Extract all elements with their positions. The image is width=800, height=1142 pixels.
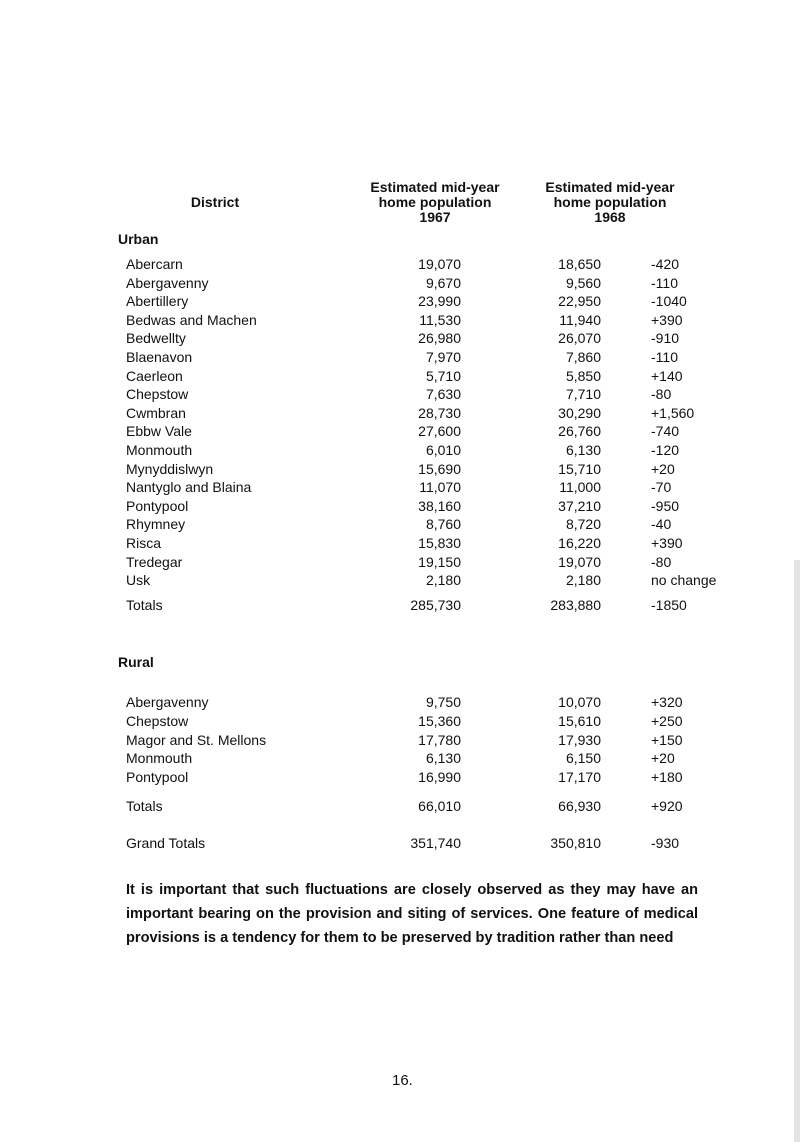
table-row — [0, 368, 800, 388]
population-1967-cell: 8,760 — [425, 516, 461, 533]
district-name-cell: Pontypool — [126, 497, 189, 514]
population-1968-cell: 5,850 — [565, 367, 601, 384]
population-change-cell: -1040 — [651, 293, 687, 310]
population-change-cell: +150 — [651, 731, 683, 748]
page-number: 16. — [392, 1072, 413, 1089]
population-1967-cell: 6,130 — [425, 750, 461, 767]
population-1967-cell: 7,630 — [425, 386, 461, 403]
population-change-cell: +1,560 — [651, 404, 695, 421]
header-1968-line-1: Estimated mid-year — [545, 179, 675, 195]
population-change-cell: -120 — [651, 442, 680, 458]
population-1968-cell: 22,950 — [558, 293, 601, 310]
table-row — [0, 572, 800, 592]
table-row — [0, 498, 800, 518]
table-row — [0, 750, 800, 770]
rural-totals-change: +920 — [651, 798, 683, 814]
district-name-cell: Caerleon — [126, 367, 183, 384]
population-1968-cell: 8,720 — [565, 516, 601, 533]
district-name-cell: Magor and St. Mellons — [126, 731, 267, 748]
population-change-cell: -110 — [651, 349, 678, 365]
population-1968-cell: 30,290 — [558, 404, 601, 421]
population-1967-cell: 6,010 — [425, 442, 461, 458]
district-name-cell: Abergavenny — [126, 274, 209, 291]
rural-section-title: Rural — [118, 654, 154, 670]
population-1967-cell: 16,990 — [418, 769, 461, 786]
district-name-cell: Pontypool — [126, 769, 189, 786]
grand-totals-1967: 351,740 — [410, 835, 461, 851]
district-name-cell: Mynyddislwyn — [126, 460, 214, 477]
population-1967-cell: 7,970 — [425, 349, 461, 365]
table-row — [0, 405, 800, 425]
table-row — [0, 349, 800, 369]
population-1967-cell: 26,980 — [418, 330, 461, 347]
table-row — [0, 312, 800, 332]
population-change-cell: -70 — [651, 479, 672, 496]
table-row — [0, 256, 800, 276]
population-change-cell: +320 — [651, 694, 683, 710]
district-name-cell: Bedwellty — [126, 330, 186, 347]
population-1967-cell: 11,530 — [419, 311, 461, 328]
population-1967-cell: 23,990 — [418, 293, 461, 310]
population-1968-cell: 17,930 — [558, 731, 601, 748]
district-name-cell: Chepstow — [126, 712, 189, 729]
population-1967-cell: 9,670 — [425, 274, 461, 291]
table-row — [0, 769, 800, 789]
rural-totals-1967: 66,010 — [418, 798, 461, 814]
table-row — [0, 713, 800, 733]
population-1967-cell: 38,160 — [418, 497, 461, 514]
population-change-cell: +20 — [651, 750, 675, 767]
population-1968-cell: 37,210 — [558, 497, 601, 514]
urban-totals-1968: 283,880 — [550, 597, 601, 613]
urban-totals-row — [0, 597, 800, 617]
population-change-cell: +180 — [651, 769, 683, 786]
population-change-cell: +390 — [651, 535, 683, 551]
header-1967-line-1: Estimated mid-year — [370, 179, 500, 195]
population-1968-cell: 19,070 — [558, 553, 601, 570]
population-1968-cell: 16,220 — [558, 535, 601, 551]
table-row — [0, 554, 800, 574]
table-row — [0, 330, 800, 350]
header-1968-line-3: 1968 — [594, 209, 626, 225]
population-1968-cell: 15,710 — [558, 460, 601, 477]
table-row — [0, 442, 800, 462]
population-change-cell: -110 — [651, 274, 678, 291]
population-1968-column-header — [520, 180, 700, 225]
district-name-cell: Usk — [126, 572, 151, 589]
population-1967-cell: 28,730 — [418, 404, 461, 421]
district-name-cell: Bedwas and Machen — [126, 311, 257, 328]
population-1967-cell: 15,690 — [418, 460, 461, 477]
table-row — [0, 516, 800, 536]
population-1967-cell: 9,750 — [425, 694, 461, 710]
urban-totals-label: Totals — [126, 597, 163, 613]
population-1967-cell: 19,070 — [418, 256, 461, 272]
district-name-cell: Cwmbran — [126, 404, 186, 421]
table-row — [0, 732, 800, 752]
population-change-cell: -950 — [651, 497, 680, 514]
table-row — [0, 479, 800, 499]
population-1968-cell: 2,180 — [565, 572, 601, 589]
table-row — [0, 694, 800, 714]
population-1968-cell: 15,610 — [558, 712, 601, 729]
district-name-cell: Monmouth — [126, 442, 193, 458]
population-change-cell: -740 — [651, 423, 680, 440]
urban-totals-change: -1850 — [651, 597, 687, 613]
population-change-cell: +390 — [651, 311, 683, 328]
population-1968-cell: 11,000 — [559, 479, 601, 496]
table-row — [0, 275, 800, 295]
population-change-cell: +250 — [651, 712, 683, 729]
district-name-cell: Abercarn — [126, 256, 183, 272]
table-row — [0, 386, 800, 406]
population-1967-cell: 19,150 — [418, 553, 461, 570]
scan-edge-shadow — [794, 560, 800, 1142]
district-column-header — [160, 195, 270, 210]
population-1967-column-header — [345, 180, 525, 225]
table-row — [0, 293, 800, 313]
rural-totals-row — [0, 798, 800, 818]
district-name-cell: Abertillery — [126, 293, 189, 310]
district-name-cell: Blaenavon — [126, 349, 193, 365]
grand-totals-1968: 350,810 — [550, 835, 601, 851]
header-1967-line-2: home population — [378, 194, 492, 210]
district-name-cell: Ebbw Vale — [126, 423, 192, 440]
urban-section-title: Urban — [118, 231, 159, 247]
population-change-cell: no change — [651, 572, 717, 589]
district-name-cell: Nantyglo and Blaina — [126, 479, 252, 496]
population-1967-cell: 5,710 — [425, 367, 461, 384]
header-1967-line-3: 1967 — [419, 209, 451, 225]
population-1968-cell: 26,760 — [558, 423, 601, 440]
rural-totals-1968: 66,930 — [558, 798, 601, 814]
population-1968-cell: 17,170 — [558, 769, 601, 786]
population-1968-cell: 26,070 — [558, 330, 601, 347]
population-1968-cell: 9,560 — [565, 274, 601, 291]
district-header-text: District — [190, 194, 240, 210]
population-1968-cell: 6,150 — [565, 750, 601, 767]
population-1968-cell: 11,940 — [559, 311, 601, 328]
population-1968-cell: 18,650 — [558, 256, 601, 272]
district-name-cell: Chepstow — [126, 386, 189, 403]
population-1968-cell: 7,710 — [565, 386, 601, 403]
population-change-cell: -40 — [651, 516, 672, 533]
population-1967-cell: 15,830 — [418, 535, 461, 551]
district-name-cell: Tredegar — [126, 553, 183, 570]
population-1968-cell: 6,130 — [565, 442, 601, 458]
population-change-cell: -910 — [651, 330, 680, 347]
rural-totals-label: Totals — [126, 798, 163, 814]
population-1968-cell: 7,860 — [565, 349, 601, 365]
body-paragraph: It is important that such fluctuations are closely observed as they may have an important bearing on the provision and siting of services. One feature of medical provisions is a tendency for them to be preserved by tradition rather than need — [126, 882, 698, 946]
population-1968-cell: 10,070 — [558, 694, 601, 710]
population-change-cell: -420 — [651, 256, 680, 272]
population-change-cell: -80 — [651, 553, 672, 570]
population-change-cell: -80 — [651, 386, 672, 403]
population-1967-cell: 2,180 — [425, 572, 461, 589]
district-name-cell: Monmouth — [126, 750, 193, 767]
urban-totals-1967: 285,730 — [410, 597, 461, 613]
table-row — [0, 461, 800, 481]
population-1967-cell: 15,360 — [418, 712, 461, 729]
grand-totals-row — [0, 835, 800, 855]
header-1968-line-2: home population — [553, 194, 667, 210]
grand-totals-change: -930 — [651, 835, 680, 851]
district-name-cell: Rhymney — [126, 516, 186, 533]
grand-totals-label: Grand Totals — [126, 835, 206, 851]
table-row — [0, 423, 800, 443]
population-change-cell: +140 — [651, 367, 683, 384]
district-name-cell: Abergavenny — [126, 694, 209, 710]
population-1967-cell: 17,780 — [418, 731, 461, 748]
table-row — [0, 535, 800, 555]
population-1967-cell: 11,070 — [419, 479, 461, 496]
district-name-cell: Risca — [126, 535, 162, 551]
population-1967-cell: 27,600 — [418, 423, 461, 440]
population-change-cell: +20 — [651, 460, 675, 477]
